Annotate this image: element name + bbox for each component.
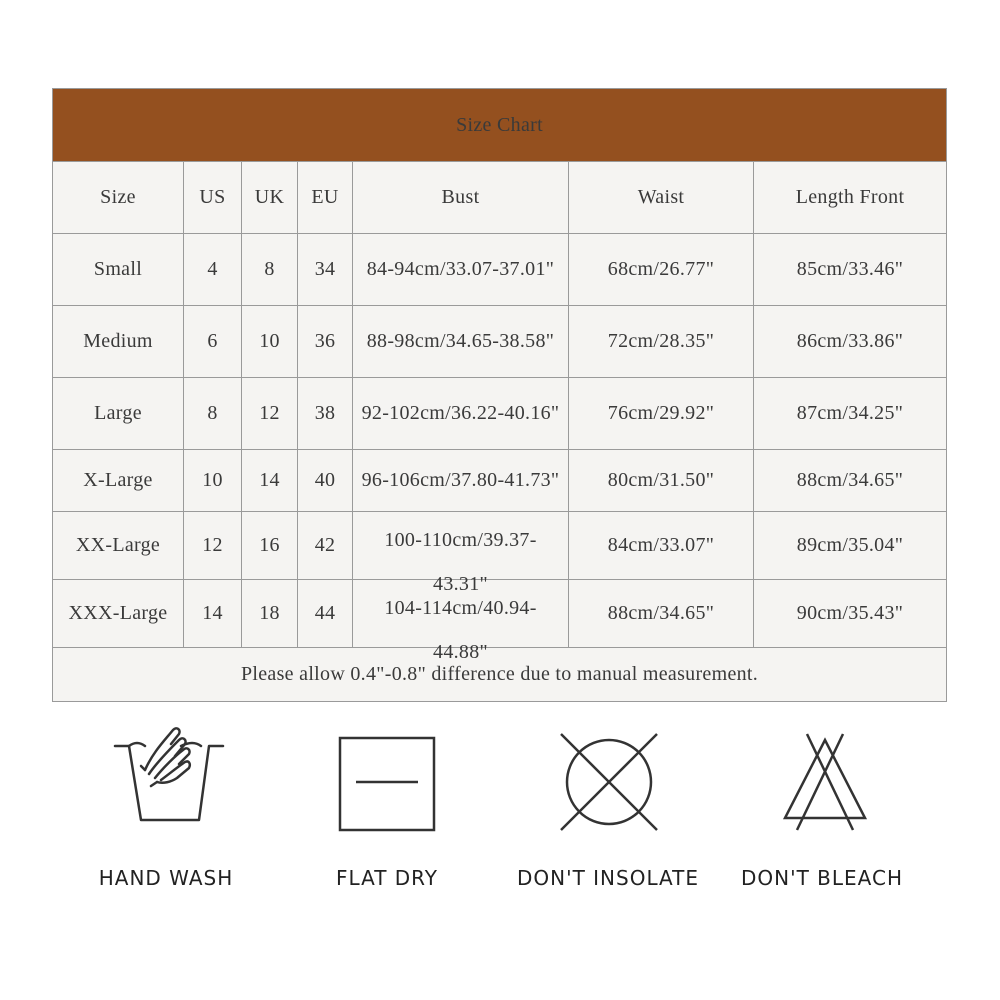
bust-cell: 96-106cm/37.80-41.73": [353, 450, 569, 512]
size-chart: [52, 88, 946, 702]
column-header-eu: EU: [298, 162, 353, 234]
dont-bleach-icon: [757, 720, 887, 860]
uk-cell: 16: [242, 512, 298, 580]
table-row: [53, 450, 947, 512]
size-chart-title: Size Chart: [53, 89, 947, 162]
eu-cell: 44: [298, 580, 353, 648]
size-cell: Large: [53, 378, 184, 450]
eu-cell: 38: [298, 378, 353, 450]
length-cell: 86cm/33.86": [754, 306, 947, 378]
care-label: FLAT DRY: [335, 866, 439, 890]
column-header-waist: Waist: [569, 162, 754, 234]
length-cell: 90cm/35.43": [754, 580, 947, 648]
bust-cell: [353, 580, 569, 663]
column-header-size: Size: [53, 162, 184, 234]
column-header-length-front: Length Front: [754, 162, 947, 234]
column-header-bust: Bust: [353, 162, 569, 234]
uk-cell: 8: [242, 234, 298, 306]
table-row: [53, 580, 947, 648]
size-cell: Medium: [53, 306, 184, 378]
care-label: HAND WASH: [98, 866, 234, 890]
table-row: [53, 234, 947, 306]
eu-cell: 40: [298, 450, 353, 512]
bust-cell: 92-102cm/36.22-40.16": [353, 378, 569, 450]
table-row: [53, 512, 947, 580]
uk-cell: 10: [242, 306, 298, 378]
table-row: [53, 378, 947, 450]
waist-cell: 72cm/28.35": [569, 306, 754, 378]
care-item-flat-dry: [287, 720, 487, 890]
care-label: DON'T INSOLATE: [516, 866, 700, 890]
us-cell: 6: [184, 306, 242, 378]
flat-dry-icon: [322, 720, 452, 860]
dont-tumble-dry-icon: [543, 720, 673, 860]
waist-cell: 80cm/31.50": [569, 450, 754, 512]
bust-cell: 88-98cm/34.65-38.58": [353, 306, 569, 378]
bust-cell: [353, 512, 569, 595]
column-header-uk: UK: [242, 162, 298, 234]
length-cell: 87cm/34.25": [754, 378, 947, 450]
care-item-dont-bleach: [722, 720, 922, 890]
header-row: [53, 162, 947, 234]
size-cell: X-Large: [53, 450, 184, 512]
size-table: [52, 88, 947, 702]
eu-cell: 34: [298, 234, 353, 306]
length-cell: 89cm/35.04": [754, 512, 947, 580]
uk-cell: 18: [242, 580, 298, 648]
size-cell: XXX-Large: [53, 580, 184, 648]
bust-cell-text: 100-110cm/39.37-43.31": [384, 529, 537, 595]
length-cell: 85cm/33.46": [754, 234, 947, 306]
uk-cell: 14: [242, 450, 298, 512]
care-item-hand-wash: [66, 720, 266, 890]
eu-cell: 36: [298, 306, 353, 378]
uk-cell: 12: [242, 378, 298, 450]
care-label: DON'T BLEACH: [740, 866, 903, 890]
us-cell: 14: [184, 580, 242, 648]
bust-cell: 84-94cm/33.07-37.01": [353, 234, 569, 306]
us-cell: 10: [184, 450, 242, 512]
waist-cell: 68cm/26.77": [569, 234, 754, 306]
us-cell: 8: [184, 378, 242, 450]
eu-cell: 42: [298, 512, 353, 580]
column-header-us: US: [184, 162, 242, 234]
care-item-dont-insolate: [508, 720, 708, 890]
hand-wash-icon: [101, 720, 231, 860]
waist-cell: 76cm/29.92": [569, 378, 754, 450]
length-cell: 88cm/34.65": [754, 450, 947, 512]
table-row: [53, 306, 947, 378]
size-cell: XX-Large: [53, 512, 184, 580]
us-cell: 4: [184, 234, 242, 306]
waist-cell: 88cm/34.65": [569, 580, 754, 648]
care-instructions: [0, 720, 1000, 920]
bust-cell-text: 104-114cm/40.94-44.88": [384, 597, 537, 663]
measurement-note: Please allow 0.4"-0.8" difference due to manual measurement.: [53, 648, 947, 702]
size-cell: Small: [53, 234, 184, 306]
waist-cell: 84cm/33.07": [569, 512, 754, 580]
us-cell: 12: [184, 512, 242, 580]
